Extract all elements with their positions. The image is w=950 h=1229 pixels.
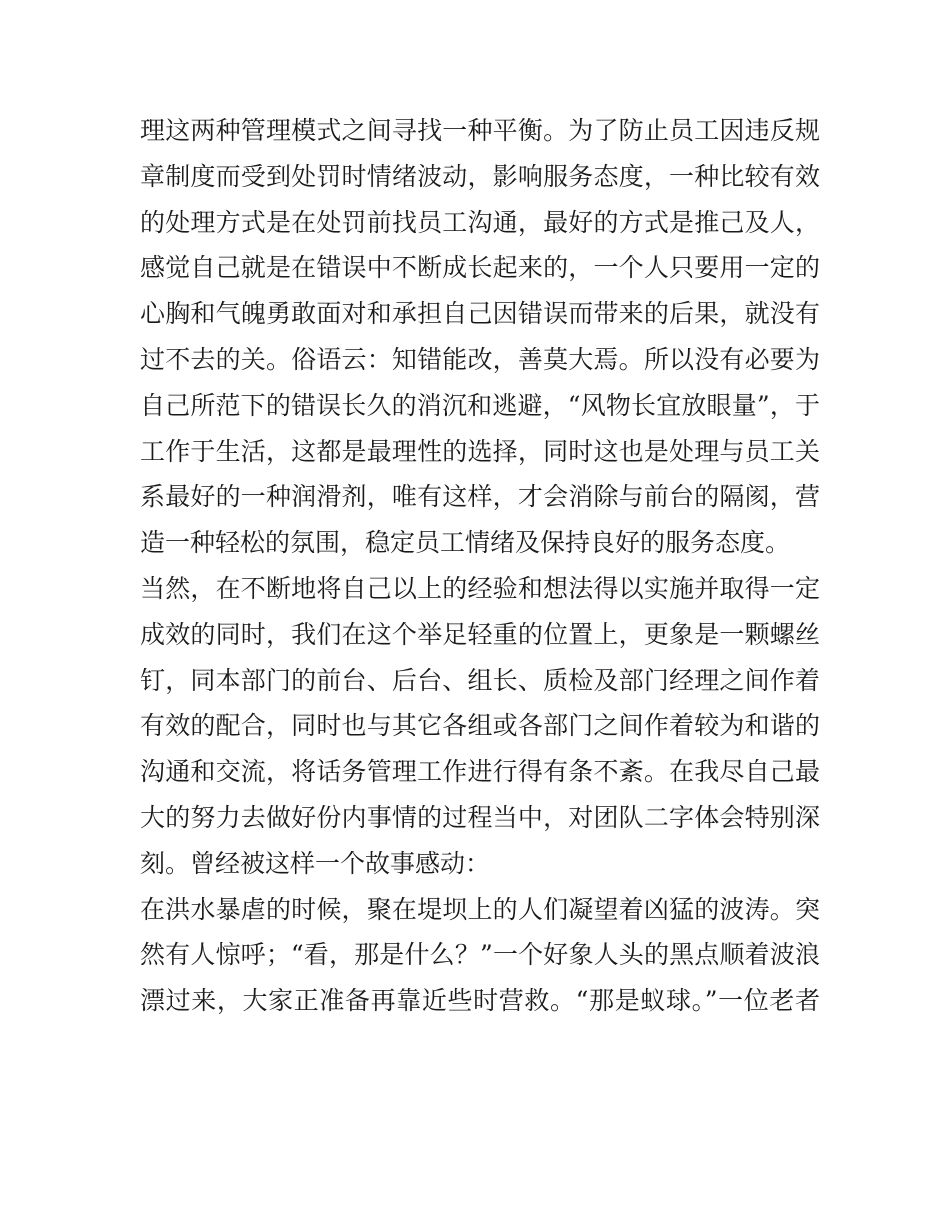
paragraph xyxy=(140,887,820,1024)
text-line: 钉，同本部门的前台、后台、组长、质检及部门经理之间作着 xyxy=(140,665,820,695)
text-line: 沟通和交流，将话务管理工作进行得有条不紊。在我尽自己最 xyxy=(140,757,820,787)
paragraph xyxy=(140,108,820,566)
text-line: 工作于生活，这都是最理性的选择，同时这也是处理与员工关 xyxy=(140,436,820,466)
text-line: 漂过来，大家正准备再靠近些时营救。“那是蚁球。”一位老者 xyxy=(140,986,820,1016)
text-line: 章制度而受到处罚时情绪波动，影响服务态度，一种比较有效 xyxy=(140,161,820,191)
text-line: 自己所范下的错误长久的消沉和逃避，“风物长宜放眼量”，于 xyxy=(140,390,820,420)
text-line: 心胸和气魄勇敢面对和承担自己因错误而带来的后果，就没有 xyxy=(140,299,820,329)
text-line: 大的努力去做好份内事情的过程当中，对团队二字体会特别深 xyxy=(140,802,820,832)
text-line: 刻。曾经被这样一个故事感动： xyxy=(140,848,491,878)
text-line: 然有人惊呼；“看，那是什么？”一个好象人头的黑点顺着波浪 xyxy=(140,940,820,970)
text-line: 系最好的一种润滑剂，唯有这样，才会消除与前台的隔阂，营 xyxy=(140,482,820,512)
text-line: 感觉自己就是在错误中不断成长起来的，一个人只要用一定的 xyxy=(140,253,820,283)
document-body xyxy=(140,108,820,1024)
text-line: 造一种轻松的氛围，稳定员工情绪及保持良好的服务态度。 xyxy=(140,528,791,558)
text-line: 在洪水暴虐的时候，聚在堤坝上的人们凝望着凶猛的波涛。突 xyxy=(140,894,820,924)
text-line: 有效的配合，同时也与其它各组或各部门之间作着较为和谐的 xyxy=(140,711,820,741)
text-line: 成效的同时，我们在这个举足轻重的位置上，更象是一颗螺丝 xyxy=(140,619,820,649)
text-line: 过不去的关。俗语云：知错能改，善莫大焉。所以没有必要为 xyxy=(140,344,820,374)
paragraph xyxy=(140,566,820,887)
text-line: 的处理方式是在处罚前找员工沟通，最好的方式是推己及人， xyxy=(140,207,820,237)
text-line: 理这两种管理模式之间寻找一种平衡。为了防止员工因违反规 xyxy=(140,116,820,145)
text-line: 当然，在不断地将自己以上的经验和想法得以实施并取得一定 xyxy=(140,573,820,603)
